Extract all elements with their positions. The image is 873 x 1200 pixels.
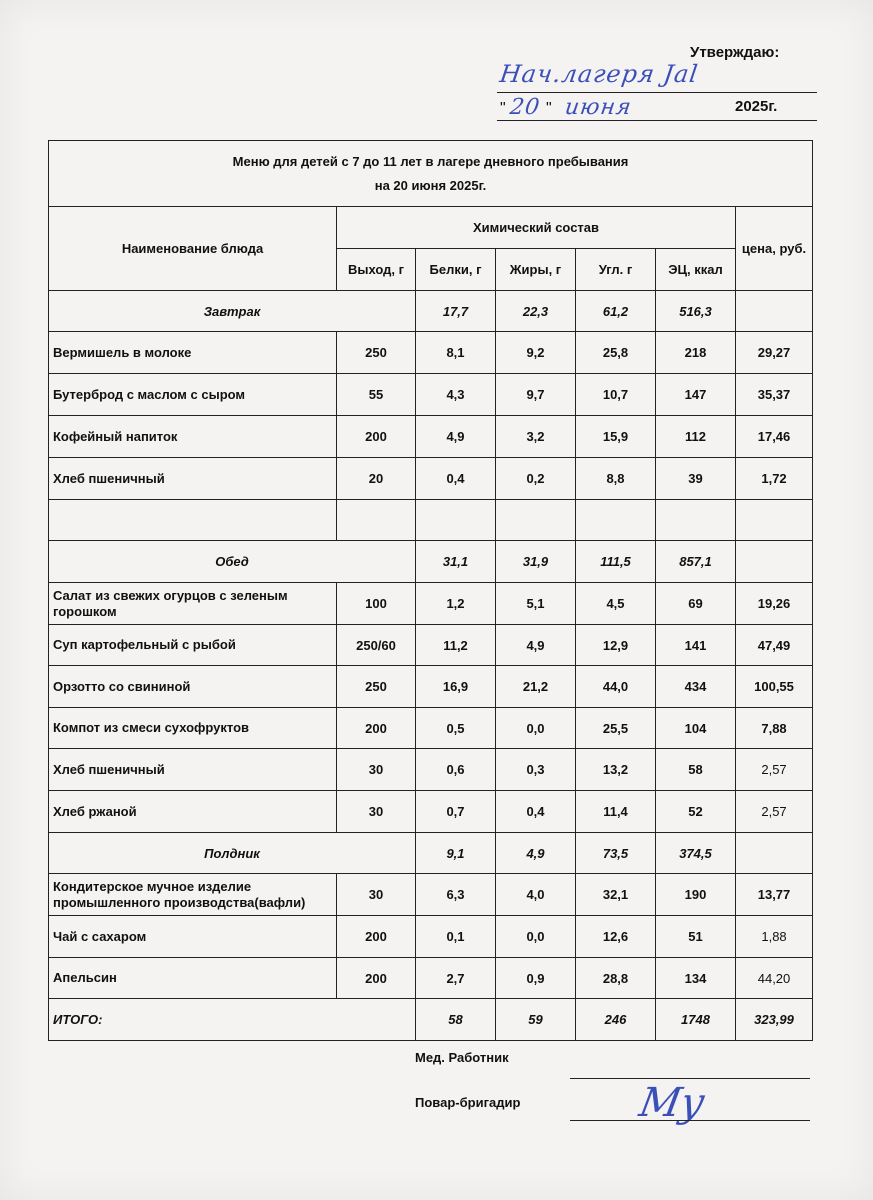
dish-carbs: 25,8 [576, 332, 656, 374]
empty-cell [656, 500, 736, 541]
dish-fat: 9,2 [496, 332, 576, 374]
empty-cell [416, 500, 496, 541]
dish-name: Хлеб ржаной [49, 791, 337, 833]
dish-price: 17,46 [736, 416, 813, 458]
total-carbs: 246 [576, 999, 656, 1041]
dish-yield: 100 [337, 583, 416, 625]
dish-protein: 6,3 [416, 874, 496, 916]
table-row [49, 332, 813, 374]
dish-name: Хлеб пшеничный [49, 749, 337, 791]
table-row [49, 874, 813, 916]
empty-cell [576, 500, 656, 541]
header-energy: ЭЦ, ккал [656, 249, 736, 291]
dish-yield: 30 [337, 749, 416, 791]
total-fat: 59 [496, 999, 576, 1041]
section-row-lunch [49, 541, 813, 583]
header-price: цена, руб. [736, 207, 813, 291]
dish-price: 1,88 [736, 916, 813, 958]
dish-fat: 0,0 [496, 916, 576, 958]
dish-energy: 69 [656, 583, 736, 625]
section-row-breakfast [49, 291, 813, 332]
dish-price: 19,26 [736, 583, 813, 625]
dish-protein: 4,9 [416, 416, 496, 458]
dish-protein: 1,2 [416, 583, 496, 625]
dish-carbs: 13,2 [576, 749, 656, 791]
header-chem: Химический состав [337, 207, 736, 249]
dish-fat: 3,2 [496, 416, 576, 458]
header-fat: Жиры, г [496, 249, 576, 291]
section-total-protein: 9,1 [416, 833, 496, 874]
dish-yield: 200 [337, 416, 416, 458]
dish-fat: 0,3 [496, 749, 576, 791]
section-total-price [736, 291, 813, 332]
table-row [49, 916, 813, 958]
table-row [49, 416, 813, 458]
dish-energy: 112 [656, 416, 736, 458]
menu-title-line2: на 20 июня 2025г. [374, 177, 487, 193]
section-label: Обед [49, 541, 416, 583]
dish-protein: 0,6 [416, 749, 496, 791]
dish-carbs: 10,7 [576, 374, 656, 416]
dish-energy: 147 [656, 374, 736, 416]
dish-name: Апельсин [49, 958, 337, 999]
dish-carbs: 8,8 [576, 458, 656, 500]
dish-carbs: 11,4 [576, 791, 656, 833]
section-total-price [736, 833, 813, 874]
dish-name: Орзотто со свининой [49, 666, 337, 708]
dish-protein: 11,2 [416, 625, 496, 666]
header-dish: Наименование блюда [49, 207, 337, 291]
table-row [49, 708, 813, 749]
dish-carbs: 15,9 [576, 416, 656, 458]
section-total-protein: 17,7 [416, 291, 496, 332]
section-row-snack [49, 833, 813, 874]
dish-yield: 20 [337, 458, 416, 500]
dish-fat: 0,4 [496, 791, 576, 833]
cook-label: Повар-бригадир [415, 1095, 521, 1110]
dish-yield: 30 [337, 874, 416, 916]
dish-price: 7,88 [736, 708, 813, 749]
table-row [49, 583, 813, 625]
section-label: Полдник [49, 833, 416, 874]
dish-fat: 5,1 [496, 583, 576, 625]
section-total-energy: 374,5 [656, 833, 736, 874]
dish-yield: 55 [337, 374, 416, 416]
med-worker-label: Мед. Работник [415, 1050, 509, 1065]
menu-table [48, 140, 813, 1041]
total-energy: 1748 [656, 999, 736, 1041]
dish-yield: 250/60 [337, 625, 416, 666]
dish-name: Чай с сахаром [49, 916, 337, 958]
header-carbs: Угл. г [576, 249, 656, 291]
section-total-price [736, 541, 813, 583]
section-total-carbs: 61,2 [576, 291, 656, 332]
empty-cell [49, 500, 337, 541]
dish-energy: 39 [656, 458, 736, 500]
dish-protein: 0,7 [416, 791, 496, 833]
dish-energy: 58 [656, 749, 736, 791]
dish-price: 13,77 [736, 874, 813, 916]
section-total-fat: 31,9 [496, 541, 576, 583]
table-row [49, 958, 813, 999]
dish-price: 44,20 [736, 958, 813, 999]
dish-name: Бутерброд с маслом с сыром [49, 374, 337, 416]
empty-cell [496, 500, 576, 541]
cook-signature: Му [635, 1080, 709, 1126]
dish-price: 35,37 [736, 374, 813, 416]
section-total-protein: 31,1 [416, 541, 496, 583]
dish-fat: 0,0 [496, 708, 576, 749]
dish-yield: 250 [337, 332, 416, 374]
dish-protein: 4,3 [416, 374, 496, 416]
dish-energy: 51 [656, 916, 736, 958]
section-total-carbs: 73,5 [576, 833, 656, 874]
header-row-1 [49, 207, 813, 249]
empty-cell [337, 500, 416, 541]
dish-price: 29,27 [736, 332, 813, 374]
section-label: Завтрак [49, 291, 416, 332]
dish-carbs: 44,0 [576, 666, 656, 708]
dish-price: 1,72 [736, 458, 813, 500]
table-row [49, 458, 813, 500]
dish-protein: 0,4 [416, 458, 496, 500]
dish-protein: 0,1 [416, 916, 496, 958]
dish-price: 100,55 [736, 666, 813, 708]
section-total-fat: 4,9 [496, 833, 576, 874]
cook-signature-line [570, 1120, 810, 1121]
date-day: 20 [508, 95, 542, 120]
dish-name: Кондитерское мучное изделие промышленного производства(вафли) [49, 874, 337, 916]
section-total-carbs: 111,5 [576, 541, 656, 583]
menu-title-line1: Меню для детей с 7 до 11 лет в лагере дневного пребывания [232, 153, 629, 169]
approval-date-line [497, 120, 817, 121]
menu-title [49, 141, 813, 207]
section-total-energy: 516,3 [656, 291, 736, 332]
med-signature-line [570, 1078, 810, 1079]
approval-signature: Нач.лагеря Jal [498, 60, 701, 88]
title-row [49, 141, 813, 207]
dish-name: Компот из смеси сухофруктов [49, 708, 337, 749]
dish-carbs: 25,5 [576, 708, 656, 749]
dish-fat: 0,9 [496, 958, 576, 999]
table-row [49, 791, 813, 833]
section-total-energy: 857,1 [656, 541, 736, 583]
dish-yield: 200 [337, 708, 416, 749]
empty-cell [736, 500, 813, 541]
table-row [49, 749, 813, 791]
dish-fat: 4,9 [496, 625, 576, 666]
dish-energy: 52 [656, 791, 736, 833]
dish-fat: 21,2 [496, 666, 576, 708]
dish-yield: 250 [337, 666, 416, 708]
dish-yield: 200 [337, 958, 416, 999]
header-protein: Белки, г [416, 249, 496, 291]
total-price: 323,99 [736, 999, 813, 1041]
dish-name: Кофейный напиток [49, 416, 337, 458]
table-row [49, 666, 813, 708]
dish-protein: 16,9 [416, 666, 496, 708]
dish-name: Салат из свежих огурцов с зеленым горошком [49, 583, 337, 625]
dish-fat: 4,0 [496, 874, 576, 916]
table-row [49, 625, 813, 666]
dish-name: Вермишель в молоке [49, 332, 337, 374]
dish-energy: 104 [656, 708, 736, 749]
dish-energy: 134 [656, 958, 736, 999]
dish-protein: 8,1 [416, 332, 496, 374]
dish-name: Суп картофельный с рыбой [49, 625, 337, 666]
empty-row [49, 500, 813, 541]
dish-energy: 434 [656, 666, 736, 708]
dish-carbs: 32,1 [576, 874, 656, 916]
date-quote-open: " [500, 100, 506, 117]
dish-carbs: 12,6 [576, 916, 656, 958]
dish-price: 2,57 [736, 791, 813, 833]
dish-fat: 9,7 [496, 374, 576, 416]
dish-protein: 2,7 [416, 958, 496, 999]
dish-energy: 141 [656, 625, 736, 666]
total-row [49, 999, 813, 1041]
date-quote-close: " [546, 100, 552, 117]
dish-price: 47,49 [736, 625, 813, 666]
dish-yield: 30 [337, 791, 416, 833]
section-total-fat: 22,3 [496, 291, 576, 332]
dish-price: 2,57 [736, 749, 813, 791]
dish-energy: 190 [656, 874, 736, 916]
dish-name: Хлеб пшеничный [49, 458, 337, 500]
dish-protein: 0,5 [416, 708, 496, 749]
total-label: ИТОГО: [49, 999, 416, 1041]
dish-carbs: 4,5 [576, 583, 656, 625]
dish-carbs: 12,9 [576, 625, 656, 666]
table-row [49, 374, 813, 416]
dish-energy: 218 [656, 332, 736, 374]
dish-carbs: 28,8 [576, 958, 656, 999]
dish-fat: 0,2 [496, 458, 576, 500]
dish-yield: 200 [337, 916, 416, 958]
approval-year: 2025г. [735, 98, 778, 115]
approval-label: Утверждаю: [690, 44, 780, 61]
date-month: июня [563, 95, 634, 120]
header-yield: Выход, г [337, 249, 416, 291]
approval-signature-line [497, 92, 817, 93]
total-protein: 58 [416, 999, 496, 1041]
